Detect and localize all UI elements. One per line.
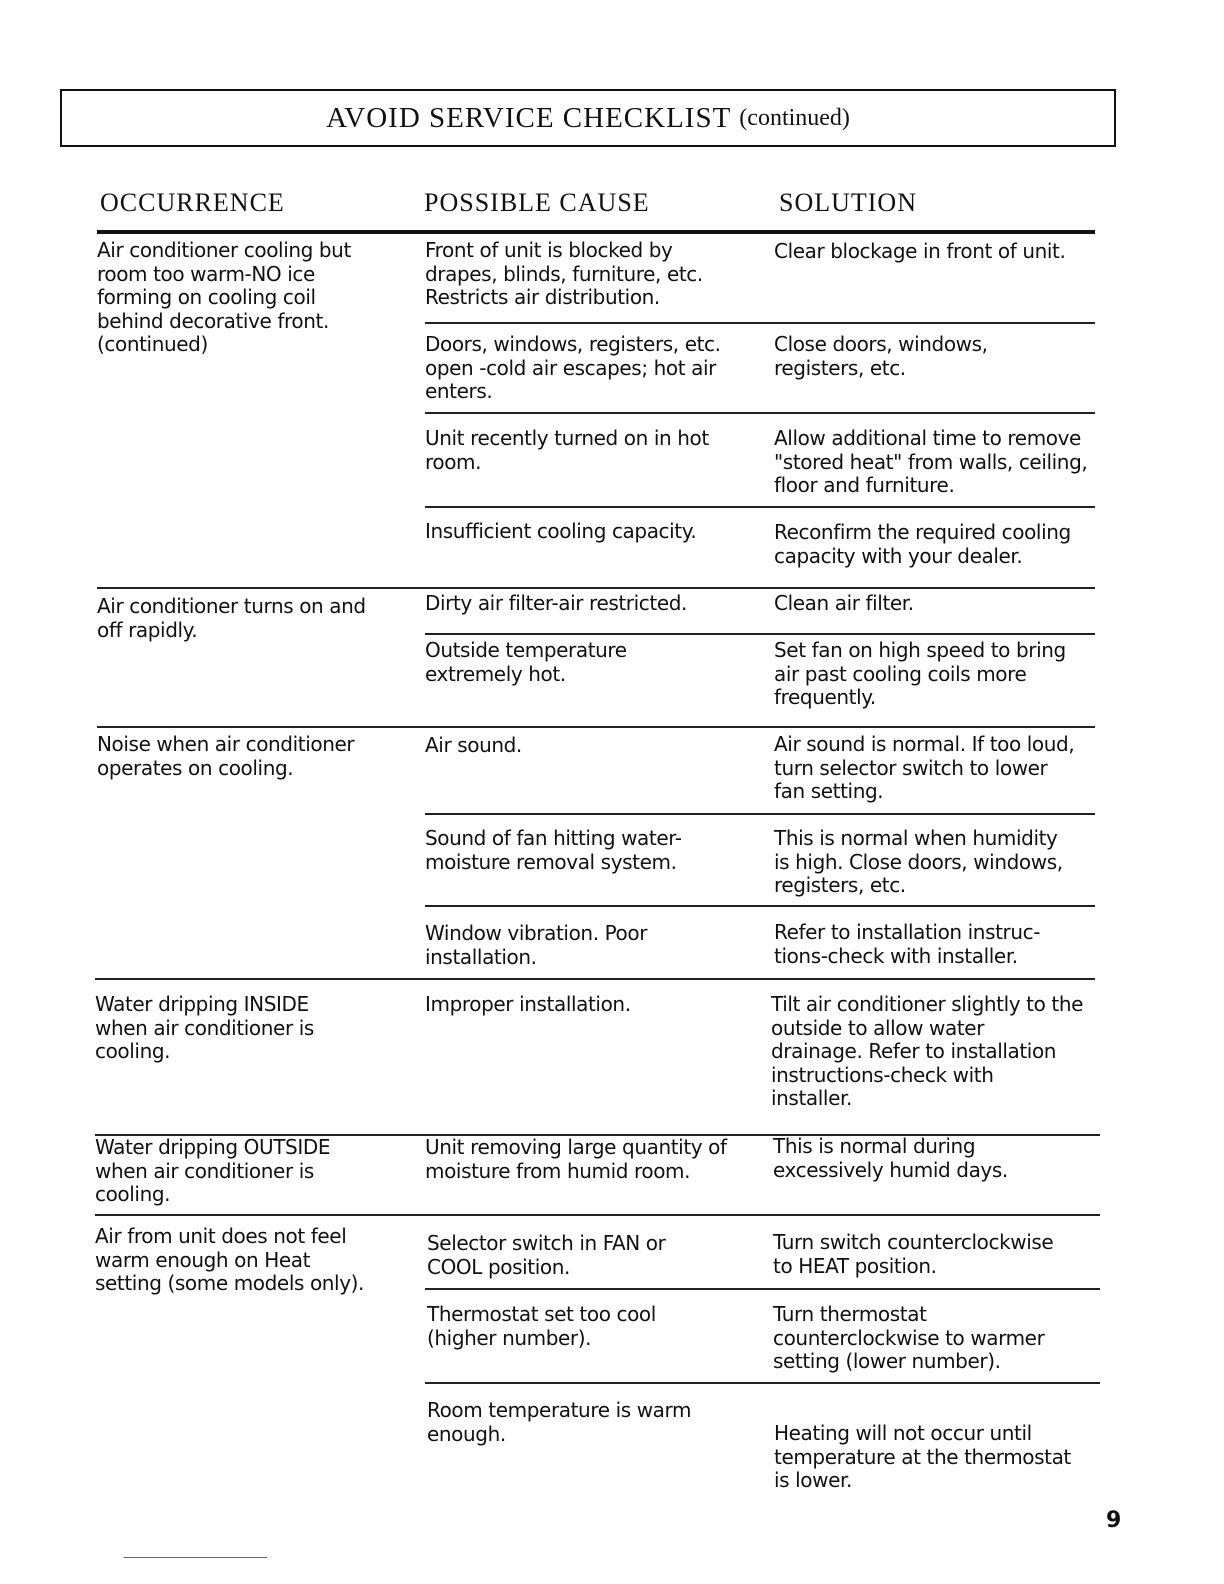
row-divider (425, 813, 1095, 815)
row-divider (425, 633, 1095, 635)
cause-cell: Air sound. (425, 733, 522, 757)
solution-cell: Clear blockage in front of unit. (774, 239, 1066, 263)
occurrence-cell: Noise when air conditioner operates on cooling. (97, 732, 355, 780)
cause-cell: Room temperature is warm enough. (427, 1398, 692, 1446)
section-divider (95, 978, 1095, 980)
checklist-title-box (60, 89, 1116, 147)
solution-cell: This is normal during excessively humid days. (773, 1134, 1008, 1182)
header-divider (97, 230, 1095, 234)
cause-cell: Thermostat set too cool (higher number). (427, 1302, 656, 1350)
cause-cell: Selector switch in FAN or COOL position. (427, 1231, 666, 1279)
cause-cell: Unit removing large quantity of moisture from humid room. (425, 1135, 727, 1183)
occurrence-cell: Water dripping OUTSIDE when air conditioner is cooling. (95, 1135, 331, 1206)
cause-cell: Doors, windows, registers, etc. open -cold air escapes; hot air enters. (425, 332, 721, 403)
solution-cell: Reconfirm the required cooling capacity with your dealer. (774, 520, 1071, 568)
occurrence-cell: Air from unit does not feel warm enough on Heat setting (some models only). (95, 1224, 365, 1295)
cause-cell: Sound of fan hitting water- moisture removal system. (425, 826, 682, 874)
section-divider (97, 587, 1095, 589)
solution-cell: This is normal when humidity is high. Close doors, windows, registers, etc. (774, 826, 1063, 897)
solution-cell: Turn switch counterclockwise to HEAT position. (773, 1230, 1054, 1278)
column-header-solution: SOLUTION (779, 188, 917, 217)
row-divider (425, 412, 1095, 414)
occurrence-cell: Air conditioner cooling but room too warm-NO ice forming on cooling coil behind decorative front. (continued) (97, 238, 351, 356)
occurrence-cell: Air conditioner turns on and off rapidly. (97, 594, 366, 642)
solution-cell: Allow additional time to remove "stored heat" from walls, ceiling, floor and furniture. (774, 426, 1088, 497)
row-divider (425, 1288, 1100, 1290)
solution-cell: Turn thermostat counterclockwise to warmer setting (lower number). (773, 1302, 1045, 1373)
scan-mark (124, 1557, 267, 1558)
row-divider (425, 322, 1095, 324)
column-header-possible-cause: POSSIBLE CAUSE (424, 188, 650, 217)
row-divider (425, 905, 1095, 907)
solution-cell: Set fan on high speed to bring air past cooling coils more frequently. (774, 638, 1066, 709)
occurrence-cell: Water dripping INSIDE when air conditioner is cooling. (95, 992, 314, 1063)
section-divider (97, 726, 1095, 728)
checklist-title: AVOID SERVICE CHECKLIST (326, 101, 732, 134)
section-divider (95, 1214, 1100, 1216)
solution-cell: Air sound is normal. If too loud, turn selector switch to lower fan setting. (774, 732, 1075, 803)
solution-cell: Heating will not occur until temperature at the thermostat is lower. (774, 1421, 1071, 1492)
cause-cell: Insufficient cooling capacity. (425, 519, 697, 543)
column-header-occurrence: OCCURRENCE (100, 188, 285, 217)
cause-cell: Front of unit is blocked by drapes, blinds, furniture, etc. Restricts air distribution. (425, 238, 703, 309)
page-number: 9 (1106, 1508, 1122, 1533)
solution-cell: Refer to installation instruc- tions-check with installer. (774, 920, 1041, 968)
checklist-title-continued: (continued) (739, 104, 850, 131)
cause-cell: Outside temperature extremely hot. (425, 638, 627, 686)
solution-cell: Close doors, windows, registers, etc. (774, 332, 988, 380)
solution-cell: Clean air filter. (774, 591, 914, 615)
row-divider (425, 1382, 1100, 1384)
cause-cell: Unit recently turned on in hot room. (425, 426, 709, 474)
row-divider (425, 506, 1095, 508)
solution-cell: Tilt air conditioner slightly to the outside to allow water drainage. Refer to installation instructions-check with installer. (771, 992, 1084, 1110)
cause-cell: Window vibration. Poor installation. (425, 921, 648, 969)
cause-cell: Improper installation. (425, 992, 631, 1016)
cause-cell: Dirty air filter-air restricted. (425, 591, 687, 615)
